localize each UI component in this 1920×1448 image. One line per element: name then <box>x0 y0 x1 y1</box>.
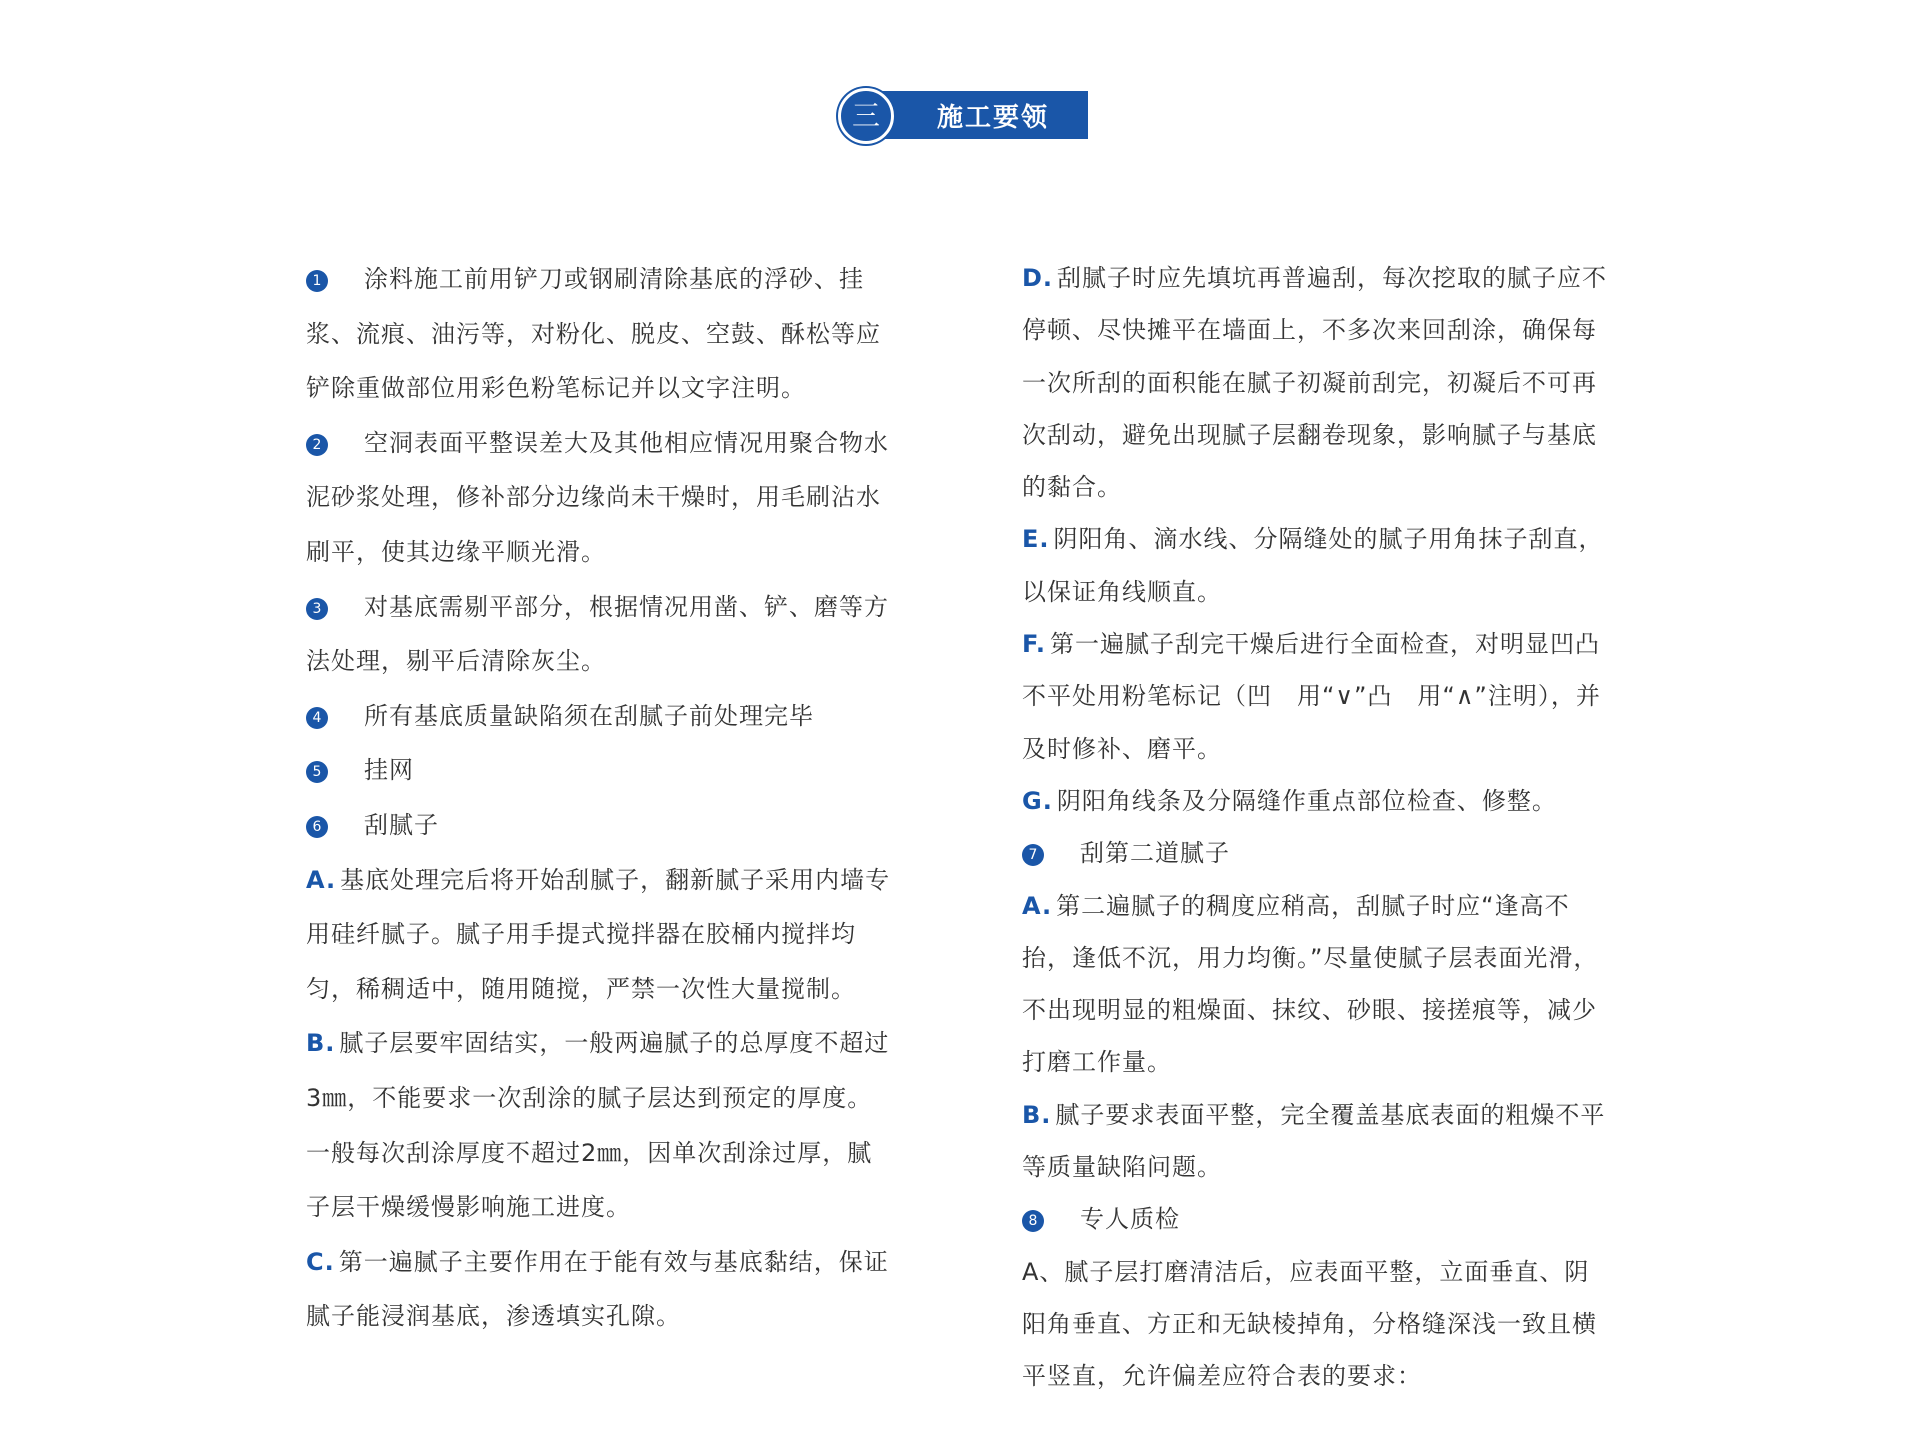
bullet-number-icon: 1 <box>306 270 328 292</box>
bullet-number-icon: 7 <box>1022 844 1044 866</box>
letter-marker: G. <box>1022 786 1053 815</box>
sub-item: D. 刮腻子时应先填坑再普遍刮，每次挖取的腻子应不停顿、尽快摊平在墙面上，不多次来回刮涂，确保每一次所刮的面积能在腻子初凝前刮完，初凝后不可再次刮动，避免出现腻子层翻卷现象，影响腻子与基底的黏合。 <box>1022 264 1608 502</box>
bullet-number-icon: 6 <box>306 816 328 838</box>
right-column <box>1022 252 1612 1403</box>
letter-marker: D. <box>1022 264 1054 292</box>
list-item: 7 刮第二道腻子 <box>1022 827 1612 879</box>
sub-item: A. 基底处理完后将开始刮腻子，翻新腻子采用内墙专用硅纤腻子。腻子用手提式搅拌器在胶桶内搅拌均匀，稀稠适中，随用随搅，严禁一次性大量搅制。 <box>306 865 891 1003</box>
quality-text: A、腻子层打磨清洁后，应表面平整，立面垂直、阴阳角垂直、方正和无缺棱掉角，分格缝深浅一致且横平竖直，允许偏差应符合表的要求： <box>1022 1257 1597 1391</box>
list-item: 4 所有基底质量缺陷须在刮腻子前处理完毕 <box>306 689 896 744</box>
bullet-number-icon: 3 <box>306 598 328 620</box>
list-item: 1 涂料施工前用铲刀或钢刷清除基底的浮砂、挂浆、流痕、油污等，对粉化、脱皮、空鼓、酥松等应铲除重做部位用彩色粉笔标记并以文字注明。 <box>306 265 881 403</box>
sub-item: E. 阴阳角、滴水线、分隔缝处的腻子用角抹子刮直，以保证角线顺直。 <box>1022 525 1604 606</box>
letter-marker: B. <box>306 1029 336 1058</box>
left-column <box>306 252 896 1344</box>
letter-marker: B. <box>1022 1100 1052 1129</box>
list-item: 8 专人质检 <box>1022 1193 1612 1245</box>
section-title: 施工要领 <box>868 91 1088 139</box>
sub-item: F. 第一遍腻子刮完干燥后进行全面检查，对明显凹凸不平处用粉笔标记（凹 用“∨”凸 用“∧”注明），并及时修补、磨平。 <box>1022 630 1601 763</box>
bullet-number-icon: 5 <box>306 761 328 783</box>
list-item: 5 挂网 <box>306 743 896 798</box>
section-header <box>838 88 1088 144</box>
letter-marker: C. <box>306 1247 335 1276</box>
list-item: 3 对基底需剔平部分，根据情况用凿、铲、磨等方法处理，剔平后清除灰尘。 <box>306 592 889 676</box>
letter-marker: F. <box>1022 630 1046 659</box>
list-item: 2 空洞表面平整误差大及其他相应情况用聚合物水泥砂浆处理，修补部分边缘尚未干燥时，用毛刷沾水刷平，使其边缘平顺光滑。 <box>306 428 889 566</box>
sub-item: B. 腻子要求表面平整，完全覆盖基底表面的粗燥不平等质量缺陷问题。 <box>1022 1100 1606 1182</box>
sub-item: B. 腻子层要牢固结实，一般两遍腻子的总厚度不超过3㎜，不能要求一次刮涂的腻子层达到预定的厚度。一般每次刮涂厚度不超过2㎜，因单次刮涂过厚，腻子层干燥缓慢影响施工进度。 <box>306 1029 890 1222</box>
bullet-number-icon: 8 <box>1022 1210 1044 1232</box>
bullet-number-icon: 4 <box>306 707 328 729</box>
letter-marker: A. <box>306 865 337 894</box>
section-number: 三 <box>838 88 894 144</box>
sub-item: G. 阴阳角线条及分隔缝作重点部位检查、修整。 <box>1022 786 1557 815</box>
bullet-number-icon: 2 <box>306 434 328 456</box>
letter-marker: A. <box>1022 891 1053 920</box>
sub-item: C. 第一遍腻子主要作用在于能有效与基底黏结，保证腻子能浸润基底，渗透填实孔隙。 <box>306 1247 889 1331</box>
list-item: 6 刮腻子 <box>306 798 896 853</box>
sub-item: A. 第二遍腻子的稠度应稍高，刮腻子时应“逢高不抬，逢低不沉，用力均衡。”尽量使腻子层表面光滑，不出现明显的粗燥面、抹纹、砂眼、接搓痕等，减少打磨工作量。 <box>1022 891 1599 1077</box>
letter-marker: E. <box>1022 525 1050 554</box>
